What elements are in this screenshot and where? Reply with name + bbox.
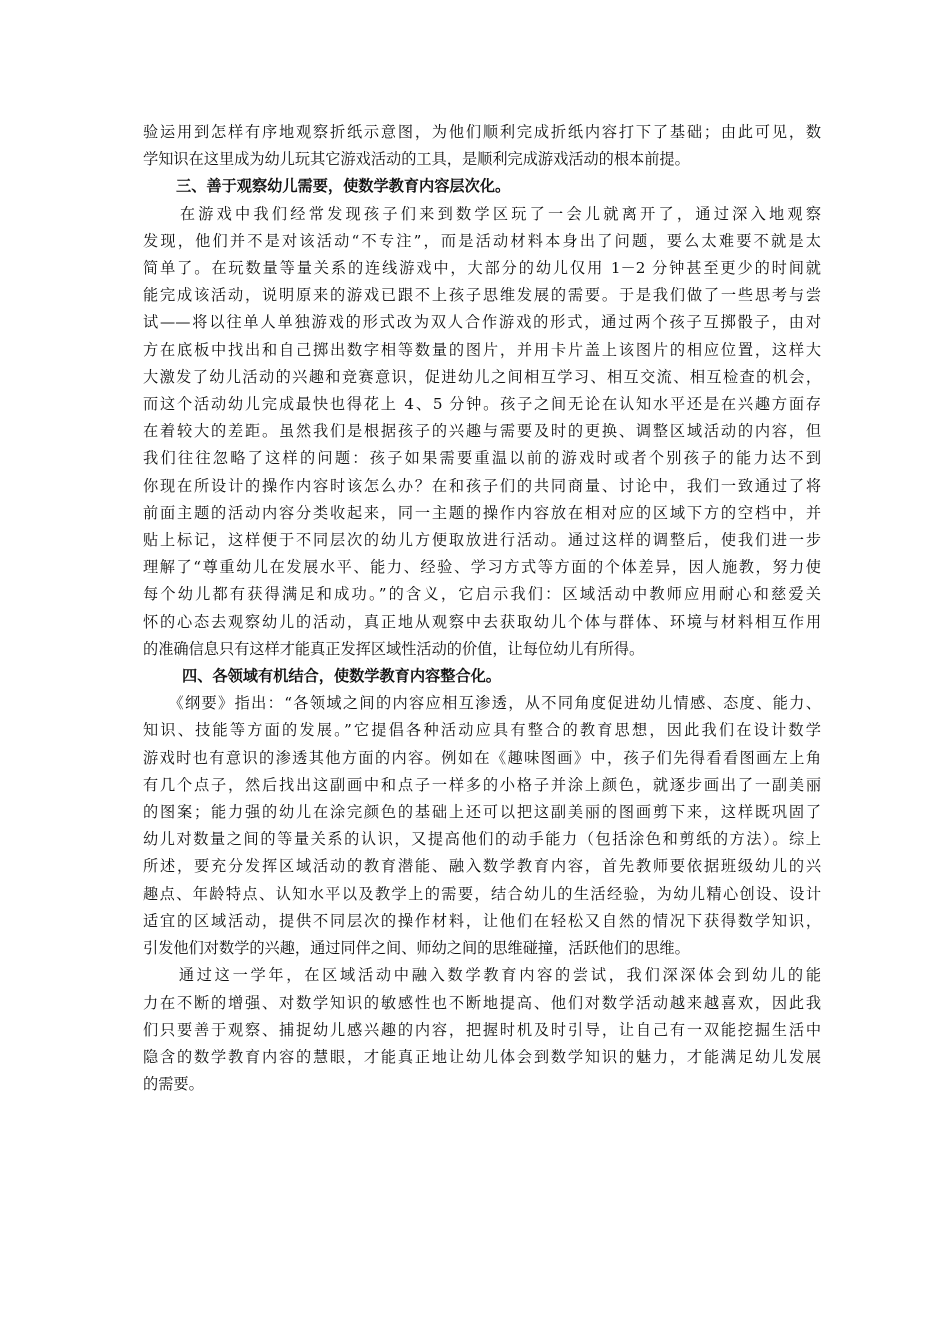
paragraph-intro	[143, 119, 821, 173]
text-line: 贴上标记，这样便于不同层次的幼儿方便取放进行活动。通过这样的调整后，使我们进一步	[143, 531, 821, 550]
text-line: 理解了“尊重幼儿在发展水平、能力、经验、学习方式等方面的个体差异，因人施教，努力使	[143, 558, 821, 577]
text-line: 你现在所设计的操作内容时该怎么办？在和孩子们的共同商量、讨论中，我们一致通过了将	[143, 476, 821, 495]
paragraph-section-3	[143, 201, 821, 663]
text-line: 在着较大的差距。虽然我们是根据孩子的兴趣与需要及时的更换、调整区域活动的内容，但	[143, 422, 821, 441]
document-body	[143, 119, 821, 1098]
text-line: 适宜的区域活动，提供不同层次的操作材料，让他们在轻松又自然的情况下获得数学知识，	[143, 911, 821, 930]
text-line: 趣点、年龄特点、认知水平以及教学上的需要，结合幼儿的生活经验，为幼儿精心创设、设计	[143, 884, 821, 903]
text-line: 前面主题的活动内容分类收起来，同一主题的操作内容放在相对应的区域下方的空档中，并	[143, 503, 821, 522]
text-line: 在游戏中我们经常发现孩子们来到数学区玩了一会儿就离开了，通过深入地观察	[143, 204, 821, 223]
text-line: 每个幼儿都有获得满足和成功。”的含义，它启示我们：区域活动中教师应用耐心和慈爱关	[143, 585, 821, 604]
text-line: 所述，要充分发挥区域活动的教育潜能、融入数学教育内容，首先教师要依据班级幼儿的兴	[143, 857, 821, 876]
text-line: 怀的心态去观察幼儿的活动，真正地从观察中去获取幼儿个体与群体、环境与材料相互作用	[143, 612, 821, 631]
text-line: 幼儿对数量之间的等量关系的认识，又提高他们的动手能力（包括涂色和剪纸的方法）。综上	[143, 830, 821, 849]
text-line: 隐含的数学教育内容的慧眼，才能真正地让幼儿体会到数学知识的魅力，才能满足幼儿发展	[143, 1047, 821, 1066]
text-line: 简单了。在玩数量等量关系的连线游戏中，大部分的幼儿仅用 1－2 分钟甚至更少的时间就	[143, 259, 821, 278]
text-line: 试——将以往单人单独游戏的形式改为双人合作游戏的形式，通过两个孩子互掷骰子，由对	[143, 313, 821, 332]
text-line: 验运用到怎样有序地观察折纸示意图，为他们顺利完成折纸内容打下了基础；由此可见，数	[143, 123, 821, 141]
text-line: 的需要。	[143, 1075, 204, 1094]
text-line: 通过这一学年，在区域活动中融入数学教育内容的尝试，我们深深体会到幼儿的能	[143, 966, 821, 985]
text-line: 的图案；能力强的幼儿在涂完颜色的基础上还可以把这副美丽的图画剪下来，这样既巩固了	[143, 803, 821, 822]
text-line: 方在底板中找出和自己掷出数字相等数量的图片，并用卡片盖上该图片的相应位置，这样大	[143, 340, 821, 359]
text-line: 而这个活动幼儿完成最快也得花上 4、5 分钟。孩子之间无论在认知水平还是在兴趣方面存	[143, 395, 821, 414]
text-line: 我们往往忽略了这样的问题：孩子如果需要重温以前的游戏时或者个别孩子的能力达不到	[143, 449, 821, 468]
section-heading-4: 四、各领域有机结合，使数学教育内容整合化。	[182, 667, 501, 686]
text-line: 知识、技能等方面的发展。”它提倡各种活动应具有整合的教育思想，因此我们在设计数学	[143, 721, 821, 740]
text-line: 引发他们对数学的兴趣，通过同伴之间、师幼之间的思维碰撞，活跃他们的思维。	[143, 939, 690, 958]
paragraph-section-4	[143, 690, 821, 962]
section-heading-3: 三、善于观察幼儿需要，使数学教育内容层次化。	[176, 177, 511, 196]
text-line: 们只要善于观察、捕捉幼儿感兴趣的内容，把握时机及时引导，让自己有一双能挖掘生活中	[143, 1020, 821, 1039]
text-line: 能完成该活动，说明原来的游戏已跟不上孩子思维发展的需要。于是我们做了一些思考与尝	[143, 286, 821, 305]
text-line: 大激发了幼儿活动的兴趣和竞赛意识，促进幼儿之间相互学习、相互交流、相互检查的机会，	[143, 367, 821, 386]
text-line: 游戏时也有意识的渗透其他方面的内容。例如在《趣味图画》中，孩子们先得看看图画左上角	[143, 748, 821, 767]
text-line: 发现，他们并不是对该活动“不专注”，而是活动材料本身出了问题，要么太难要不就是太	[143, 231, 821, 250]
paragraph-conclusion	[143, 962, 821, 1098]
text-line: 的准确信息只有这样才能真正发挥区域性活动的价值，让每位幼儿有所得。	[143, 639, 645, 658]
text-line: 有几个点子，然后找出这副画中和点子一样多的小格子并涂上颜色，就逐步画出了一副美丽	[143, 775, 821, 794]
text-line: 力在不断的增强、对数学知识的敏感性也不断地提高、他们对数学活动越来越喜欢，因此我	[143, 993, 821, 1012]
text-line: 《纲要》指出：“各领域之间的内容应相互渗透，从不同角度促进幼儿情感、态度、能力、	[143, 694, 821, 713]
text-line: 学知识在这里成为幼儿玩其它游戏活动的工具，是顺利完成游戏活动的根本前提。	[143, 150, 690, 169]
